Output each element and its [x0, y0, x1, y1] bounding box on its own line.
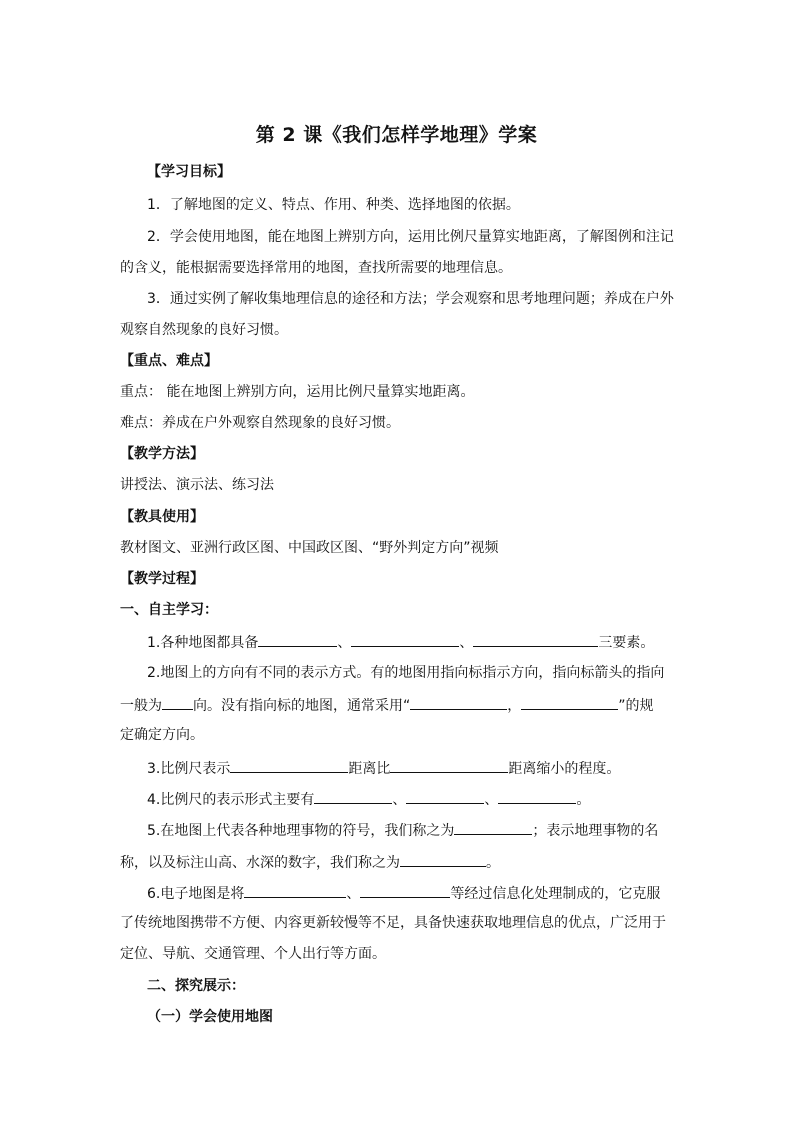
question-1-text-a: 1.各种地图都具备	[147, 635, 259, 651]
answer-blank[interactable]	[521, 694, 618, 710]
question-6-line-3: 定位、导航、交通管理、个人出行等方面。	[120, 946, 386, 962]
question-2-text-d: ”的规	[618, 698, 654, 714]
question-1-text-b: 、	[337, 635, 352, 651]
question-6-text-b: 、	[346, 886, 361, 902]
question-3	[147, 757, 680, 779]
section-heading-objectives: 【学习目标】	[147, 164, 231, 180]
part-2-subheading: （一）学会使用地图	[147, 1009, 273, 1025]
question-5-text-c: 称，以及标注山高、水深的数字，我们称之为	[120, 855, 400, 871]
question-2-line-3: 定确定方向。	[120, 727, 204, 743]
answer-blank[interactable]	[473, 631, 598, 647]
objective-3-line-2: 观察自然现象的良好习惯。	[120, 322, 288, 338]
question-6-text-c: 等经过信息化处理制成的，它克服	[450, 886, 661, 902]
question-3-text-a: 3.比例尺表示	[147, 761, 231, 777]
question-2-line-1: 2.地图上的方向有不同的表示方式。有的地图用指向标指示方向，指向标箭头的指向	[147, 665, 665, 681]
difficult-point: 难点：养成在户外观察自然现象的良好习惯。	[120, 415, 400, 431]
document-title: 第 2 课《我们怎样学地理》学案	[255, 124, 538, 146]
answer-blank[interactable]	[400, 851, 486, 867]
answer-blank[interactable]	[498, 788, 576, 804]
answer-blank[interactable]	[244, 882, 346, 898]
answer-blank[interactable]	[230, 757, 348, 773]
question-6-line-2: 了传统地图携带不方便、内容更新较慢等不足，具备快速获取地理信息的优点，广泛用于	[120, 915, 666, 931]
answer-blank[interactable]	[454, 819, 532, 835]
question-6-text-a: 6.电子地图是将	[147, 886, 245, 902]
question-4-text-d: 。	[576, 792, 591, 808]
answer-blank[interactable]	[410, 694, 507, 710]
question-5-text-d: 。	[486, 855, 500, 871]
tools-text: 教材图文、亚洲行政区图、中国政区图、“野外判定方向”视频	[120, 540, 499, 556]
question-6-line-1	[147, 882, 680, 904]
question-5-line-1	[147, 819, 680, 841]
answer-blank[interactable]	[406, 788, 484, 804]
question-2-text-b: 向。没有指向标的地图，通常采用“	[193, 698, 411, 714]
objective-3-line-1: 3．通过实例了解收集地理信息的途径和方法；学会观察和思考地理问题；养成在户外	[147, 291, 674, 307]
objective-1: 1．了解地图的定义、特点、作用、种类、选择地图的依据。	[147, 197, 520, 213]
methods-text: 讲授法、演示法、练习法	[120, 477, 274, 493]
question-2-line-2	[120, 694, 680, 716]
section-heading-methods: 【教学方法】	[120, 446, 204, 462]
part-1-heading: 一、自主学习：	[120, 602, 218, 618]
question-1	[147, 631, 680, 653]
question-4-text-c: 、	[484, 792, 499, 808]
section-heading-process: 【教学过程】	[120, 571, 204, 587]
key-point: 重点： 能在地图上辨别方向，运用比例尺量算实地距离。	[120, 384, 475, 400]
section-heading-key-points: 【重点、难点】	[120, 353, 218, 369]
question-4-text-a: 4.比例尺的表示形式主要有	[147, 792, 315, 808]
question-5-text-a: 5.在地图上代表各种地理事物的符号，我们称之为	[147, 823, 455, 839]
question-4-text-b: 、	[392, 792, 407, 808]
question-1-text-d: 三要素。	[598, 635, 655, 651]
question-4	[147, 788, 680, 810]
part-2-heading: 二、探究展示：	[147, 978, 245, 994]
answer-blank[interactable]	[351, 631, 459, 647]
answer-blank[interactable]	[390, 757, 508, 773]
question-3-text-b: 距离比	[348, 761, 391, 777]
objective-2-line-2: 的含义，能根据需要选择常用的地图，查找所需要的地理信息。	[120, 260, 512, 276]
question-2-text-a: 一般为	[120, 698, 162, 714]
question-5-text-b: ；表示地理事物的名	[532, 823, 659, 839]
answer-blank[interactable]	[258, 631, 337, 647]
answer-blank[interactable]	[360, 882, 450, 898]
answer-blank[interactable]	[314, 788, 392, 804]
question-3-text-c: 距离缩小的程度。	[508, 761, 621, 777]
question-1-text-c: 、	[459, 635, 474, 651]
section-heading-tools: 【教具使用】	[120, 509, 204, 525]
question-5-line-2	[120, 851, 680, 873]
objective-2-line-1: 2．学会使用地图，能在地图上辨别方向，运用比例尺量算实地距离，了解图例和注记	[147, 229, 674, 245]
question-2-text-c: ，	[507, 698, 522, 714]
answer-blank[interactable]	[162, 694, 193, 710]
